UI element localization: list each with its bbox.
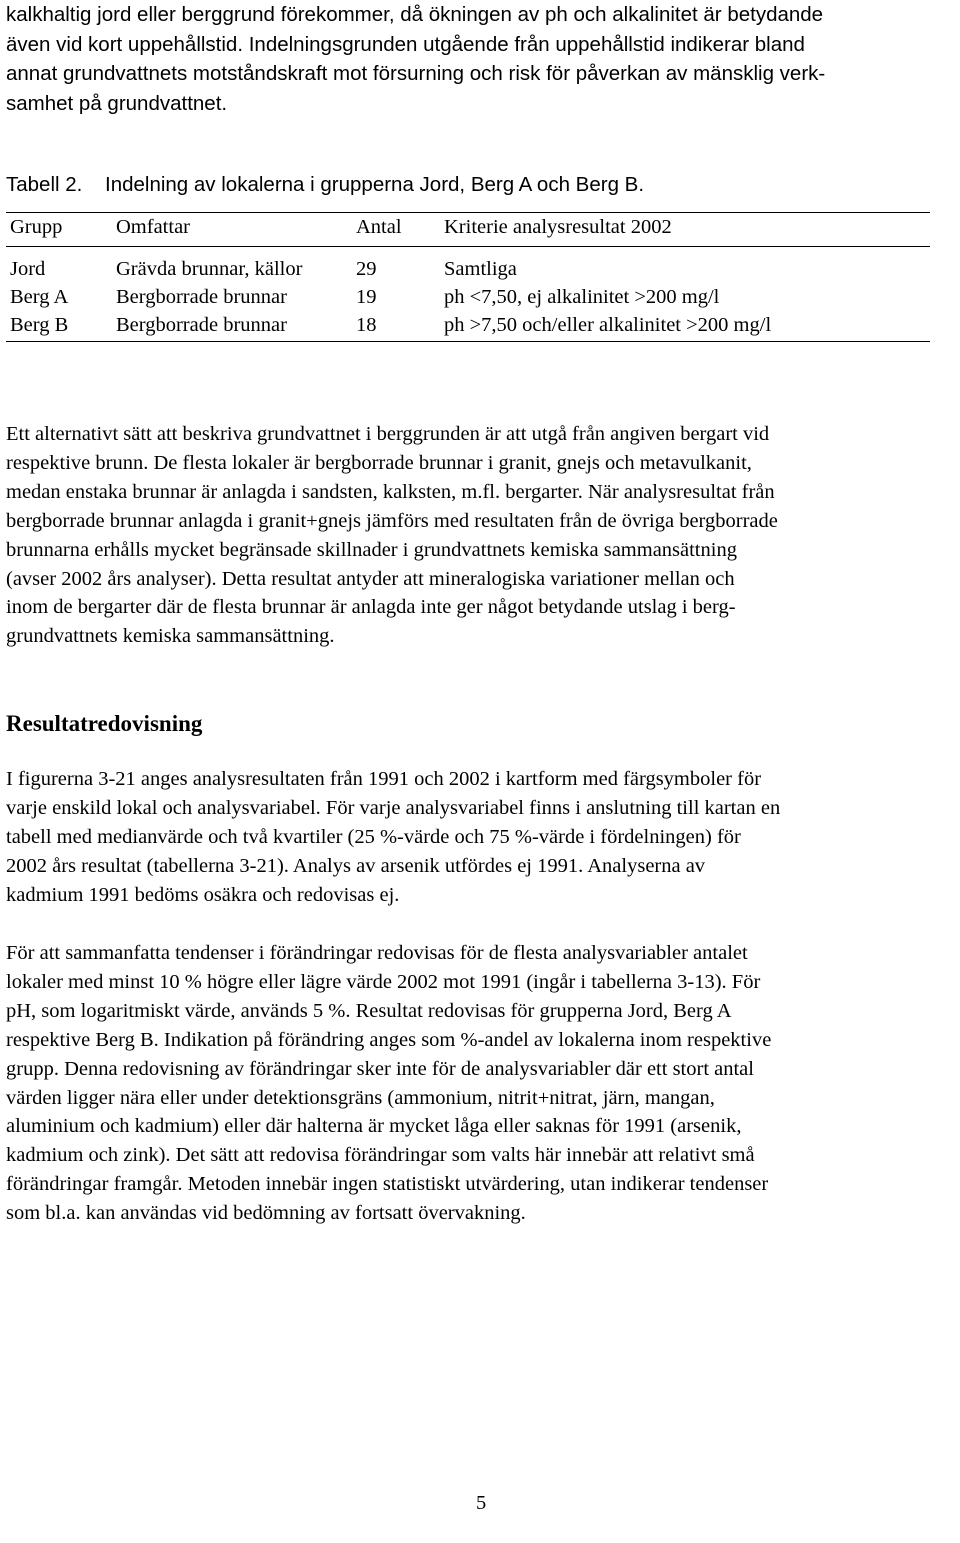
text-line: annat grundvattnets motståndskraft mot försurning och risk för påverkan av mänsklig verk- [6, 62, 826, 85]
cell-antal: 29 [356, 258, 377, 280]
cell-omfattar: Bergborrade brunnar [116, 314, 287, 336]
text-line: förändringar framgår. Metoden innebär ingen statistiskt utvärdering, utan indikerar tendenser [6, 1173, 769, 1196]
paragraph-tendenser [6, 939, 956, 1228]
text-line: I figurerna 3-21 anges analysresultaten från 1991 och 2002 i kartform med färgsymboler för [6, 768, 762, 790]
cell-antal: 19 [356, 286, 377, 308]
text-line: även vid kort uppehållstid. Indelningsgrunden utgående från uppehållstid indikerar bland [6, 32, 805, 56]
group-table [6, 212, 930, 342]
paragraph-figurer [6, 765, 956, 910]
text-line: tabell med medianvärde och två kvartiler (25 %-värde och 75 %-värde i fördelningen) för [6, 825, 741, 848]
section-heading: Resultatredovisning [6, 711, 203, 736]
table-caption-text: Indelning av lokalerna i grupperna Jord, Berg A och Berg B. [105, 173, 645, 196]
table-row [6, 283, 930, 311]
text-line: grupp. Denna redovisning av förändringar sker inte för de analysvariabler där ett stort antal [6, 1057, 754, 1080]
header-kriterie: Kriterie analysresultat 2002 [444, 216, 672, 238]
table-caption [6, 170, 644, 199]
text-line: bergborrade brunnar anlagda i granit+gnejs jämförs med resultaten från de övriga bergborrade [6, 509, 778, 532]
cell-kriterie: ph <7,50, ej alkalinitet >200 mg/l [444, 286, 720, 308]
cell-antal: 18 [356, 314, 377, 336]
text-line: inom de bergarter där de flesta brunnar är anlagda inte ger något betydande utslag i berg- [6, 596, 736, 619]
cell-omfattar: Grävda brunnar, källor [116, 258, 303, 280]
table-body [6, 247, 930, 341]
header-antal: Antal [356, 216, 402, 238]
text-line: medan enstaka brunnar är anlagda i sandsten, kalksten, m.fl. bergarter. När analysresultat från [6, 480, 775, 503]
text-line: kadmium 1991 bedöms osäkra och redovisas ej. [6, 883, 400, 906]
table-caption-label: Tabell 2. [6, 173, 83, 196]
text-line: (avser 2002 års analyser). Detta resultat antyder att mineralogiska variationer mellan och [6, 567, 735, 590]
text-line: brunnarna erhålls mycket begränsade skillnader i grundvattnets kemiska sammansättning [6, 538, 737, 561]
text-line: 2002 års resultat (tabellerna 3-21). Analys av arsenik utfördes ej 1991. Analyserna av [6, 854, 706, 877]
text-line: För att sammanfatta tendenser i förändringar redovisas för de flesta analysvariabler antalet [6, 942, 748, 964]
cell-grupp: Berg A [10, 286, 69, 308]
cell-omfattar: Bergborrade brunnar [116, 286, 287, 308]
text-line: grundvattnets kemiska sammansättning. [6, 625, 335, 648]
table-row [6, 255, 930, 283]
text-line: samhet på grundvattnet. [6, 91, 228, 115]
text-line: pH, som logaritmiskt värde, används 5 %. Resultat redovisas för grupperna Jord, Berg A [6, 999, 732, 1022]
text-line: varje enskild lokal och analysvariabel. För varje analysvariabel finns i anslutning till kartan en [6, 796, 781, 819]
text-line: aluminium och kadmium) eller där halterna är mycket låga eller saknas för 1991 (arsenik, [6, 1115, 742, 1138]
text-line: värden ligger nära eller under detektionsgräns (ammonium, nitrit+nitrat, järn, mangan, [6, 1086, 715, 1109]
text-line: respektive brunn. De flesta lokaler är bergborrade brunnar i granit, gnejs och metavulkanit, [6, 451, 752, 474]
intro-paragraph [6, 0, 954, 118]
text-line: lokaler med minst 10 % högre eller lägre värde 2002 mot 1991 (ingår i tabellerna 3-13). För [6, 970, 761, 993]
text-line: som bl.a. kan användas vid bedömning av fortsatt övervakning. [6, 1202, 526, 1225]
cell-kriterie: ph >7,50 och/eller alkalinitet >200 mg/l [444, 314, 772, 336]
paragraph-bergart [6, 420, 956, 651]
header-omfattar: Omfattar [116, 216, 190, 238]
header-grupp: Grupp [10, 216, 63, 238]
cell-grupp: Berg B [10, 314, 69, 336]
text-line: Ett alternativt sätt att beskriva grundvattnet i berggrunden är att utgå från angiven bergart vid [6, 423, 770, 445]
page-number: 5 [476, 1492, 487, 1514]
text-line: respektive Berg B. Indikation på förändring anges som %-andel av lokalerna inom respektive [6, 1028, 772, 1051]
cell-grupp: Jord [10, 258, 46, 280]
table-header-row [6, 213, 930, 247]
cell-kriterie: Samtliga [444, 258, 517, 280]
table-row [6, 311, 930, 339]
text-line: kalkhaltig jord eller berggrund förekommer, då ökningen av ph och alkalinitet är betydande [6, 3, 824, 26]
text-line: kadmium och zink). Det sätt att redovisa förändringar som valts här innebär att relativt små [6, 1144, 755, 1167]
